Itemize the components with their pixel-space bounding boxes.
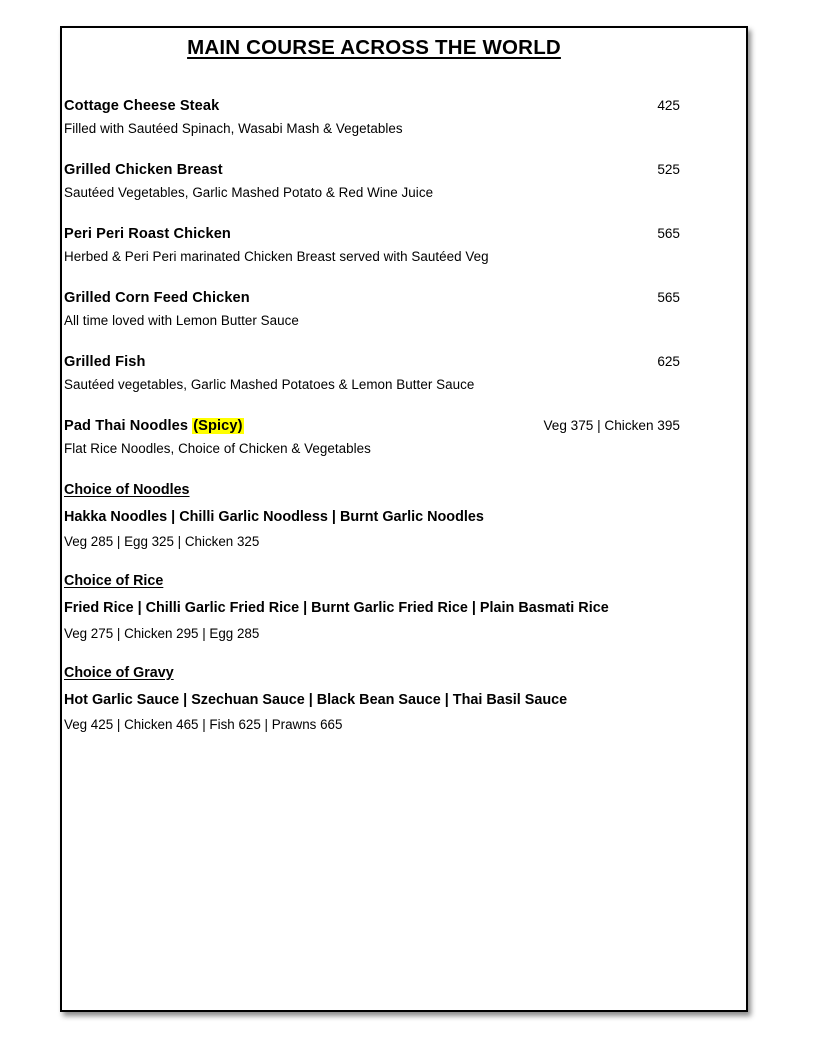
menu-group-prices: Veg 425 | Chicken 465 | Fish 625 | Prawns 665	[64, 716, 343, 732]
menu-item-name-wrap	[64, 418, 244, 434]
menu-item-name: Pad Thai Noodles	[64, 418, 189, 434]
menu-group-title: Choice of Noodles	[64, 482, 190, 498]
menu-group-options: Hakka Noodles | Chilli Garlic Noodless | Burnt Garlic Noodles	[64, 509, 484, 525]
menu-item-name: Grilled Corn Feed Chicken	[64, 290, 250, 306]
menu-item-name: Grilled Fish	[64, 354, 146, 370]
menu-group-prices: Veg 285 | Egg 325 | Chicken 325	[64, 534, 260, 550]
menu-item-price: 565	[657, 290, 680, 305]
menu-item	[64, 354, 680, 392]
menu-item-head	[64, 226, 680, 242]
menu-item-description: Sautéed Vegetables, Garlic Mashed Potato & Red Wine Juice	[64, 185, 434, 200]
menu-item-name: Peri Peri Roast Chicken	[64, 226, 231, 242]
menu-item-price: 425	[657, 98, 680, 113]
menu-item-pad-thai	[64, 418, 680, 456]
menu-group	[64, 482, 680, 549]
menu-item	[64, 162, 680, 200]
menu-group	[64, 665, 680, 732]
menu-item-head	[64, 162, 680, 178]
menu-item-price: 625	[657, 354, 680, 369]
menu-group-options: Hot Garlic Sauce | Szechuan Sauce | Black Bean Sauce | Thai Basil Sauce	[64, 691, 568, 708]
menu-item-description: Flat Rice Noodles, Choice of Chicken & Vegetables	[64, 441, 371, 456]
menu-item-price: Veg 375 | Chicken 395	[543, 418, 680, 433]
menu-group-title: Choice of Gravy	[64, 664, 174, 681]
menu-item-description: Sautéed vegetables, Garlic Mashed Potatoes & Lemon Butter Sauce	[64, 377, 475, 392]
menu-item-head	[64, 418, 680, 434]
page-title: MAIN COURSE ACROSS THE WORLD	[187, 36, 561, 59]
menu-item	[64, 290, 680, 328]
spicy-tag: (Spicy)	[193, 418, 243, 434]
menu-item-description: Herbed & Peri Peri marinated Chicken Breast served with Sautéed Veg	[64, 249, 489, 264]
menu-item	[64, 98, 680, 136]
menu-item-price: 525	[657, 162, 680, 177]
menu-item-head	[64, 98, 680, 114]
menu-group-prices: Veg 275 | Chicken 295 | Egg 285	[64, 625, 260, 641]
menu-item-head	[64, 290, 680, 306]
menu-group-options: Fried Rice | Chilli Garlic Fried Rice | Burnt Garlic Fried Rice | Plain Basmati Rice	[64, 600, 609, 617]
menu-item-description: All time loved with Lemon Butter Sauce	[64, 313, 299, 328]
menu-item-name: Grilled Chicken Breast	[64, 162, 223, 178]
menu-item-name: Cottage Cheese Steak	[64, 98, 220, 114]
menu-item	[64, 226, 680, 264]
menu-content	[64, 36, 680, 756]
menu-item-head	[64, 354, 680, 370]
menu-group	[64, 573, 680, 640]
menu-group-title: Choice of Rice	[64, 573, 164, 590]
menu-item-description: Filled with Sautéed Spinach, Wasabi Mash & Vegetables	[64, 121, 403, 136]
menu-item-price: 565	[657, 226, 680, 241]
